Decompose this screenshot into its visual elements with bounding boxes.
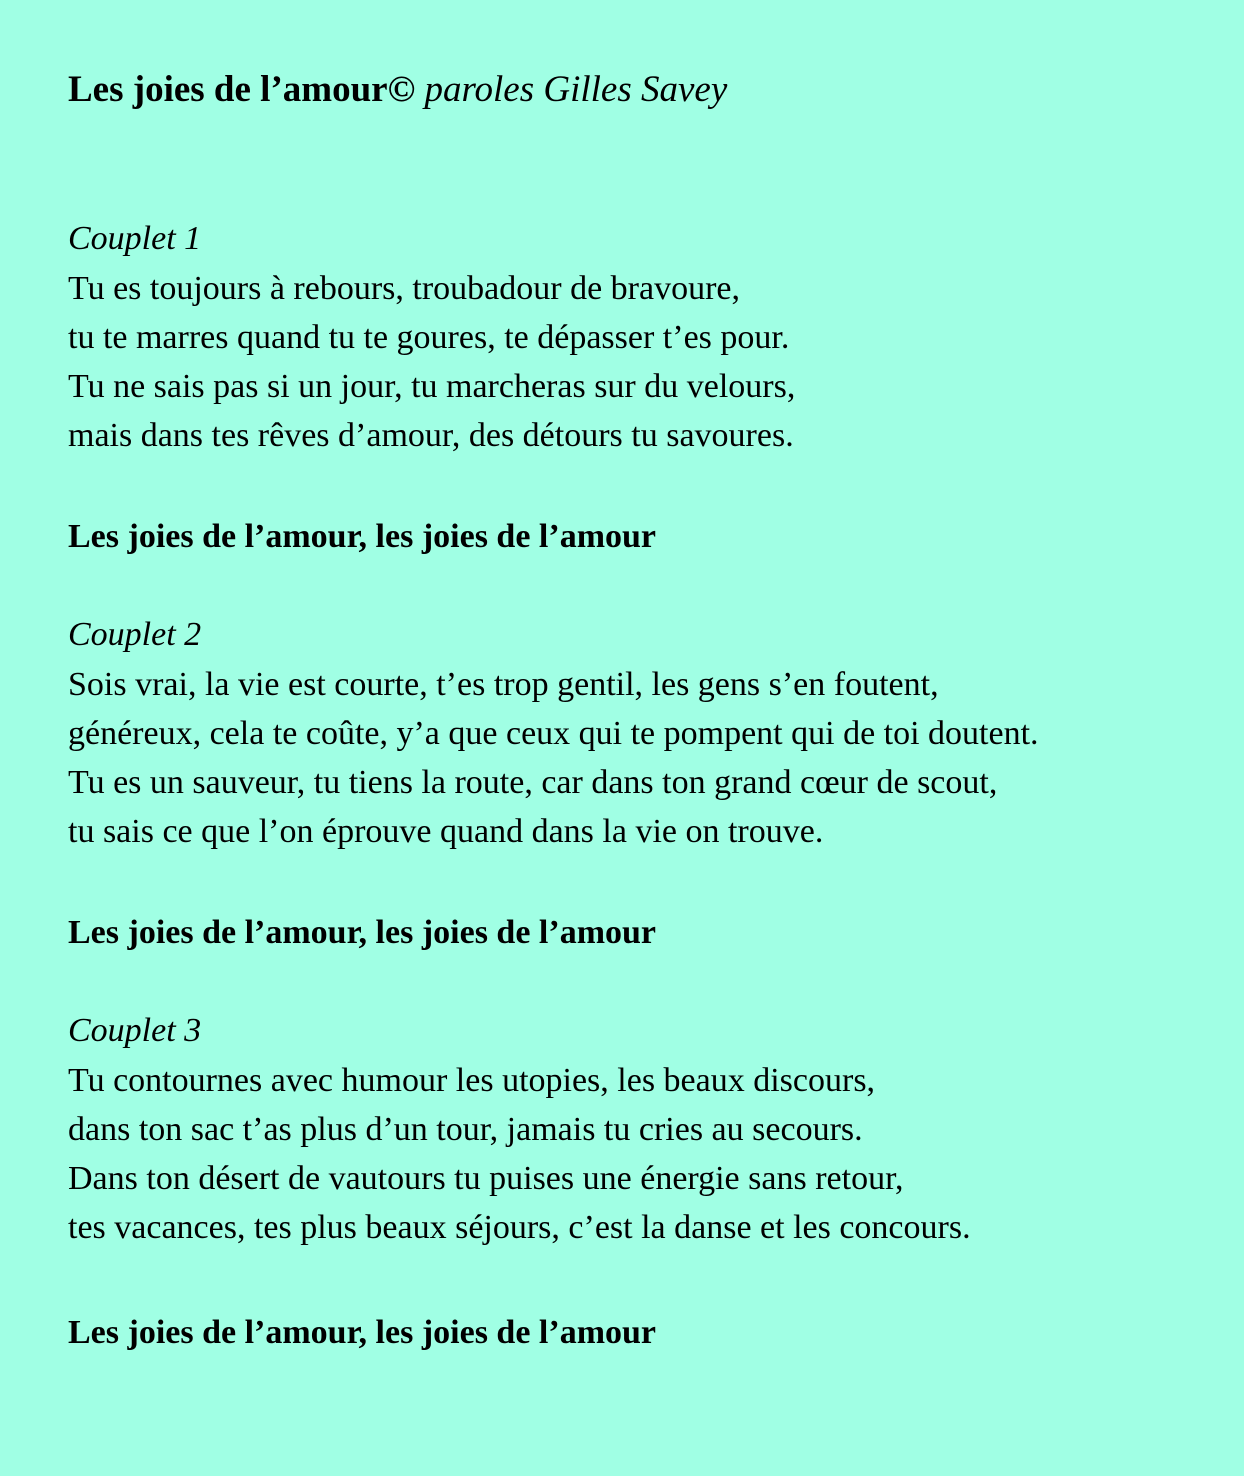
lyrics-page [68,64,1228,1351]
verse-line: Tu es toujours à rebours, troubadour de bravoure, [68,270,740,307]
verse-line: généreux, cela te coûte, y’a que ceux qui te pompent qui de toi doutent. [68,715,1039,752]
refrain-line: Les joies de l’amour, les joies de l’amour [68,914,657,951]
verse-label: Couplet 3 [68,1012,202,1049]
song-title-main: Les joies de l’amour© [68,69,416,110]
verse-line: Tu contournes avec humour les utopies, les beaux discours, [68,1062,876,1099]
song-credit: paroles Gilles Savey [424,69,728,110]
verse-2 [68,610,1039,856]
verse-1 [68,214,795,460]
verse-3 [68,1006,971,1252]
verse-line: tes vacances, tes plus beaux séjours, c’est la danse et les concours. [68,1209,971,1246]
verse-label: Couplet 1 [68,220,202,257]
refrain-3 [68,1308,656,1358]
verse-line: tu te marres quand tu te goures, te dépasser t’es pour. [68,319,790,356]
refrain-2 [68,908,656,958]
verse-label: Couplet 2 [68,616,202,653]
refrain-1 [68,512,656,562]
verse-line: dans ton sac t’as plus d’un tour, jamais tu cries au secours. [68,1111,863,1148]
refrain-line: Les joies de l’amour, les joies de l’amour [68,1314,657,1351]
verse-line: Dans ton désert de vautours tu puises une énergie sans retour, [68,1160,904,1197]
verse-line: mais dans tes rêves d’amour, des détours tu savoures. [68,417,794,454]
song-title [68,64,1228,116]
verse-line: Sois vrai, la vie est courte, t’es trop gentil, les gens s’en foutent, [68,666,939,703]
verse-line: tu sais ce que l’on éprouve quand dans la vie on trouve. [68,813,824,850]
verse-line: Tu ne sais pas si un jour, tu marcheras sur du velours, [68,368,796,405]
verse-line: Tu es un sauveur, tu tiens la route, car dans ton grand cœur de scout, [68,764,998,801]
refrain-line: Les joies de l’amour, les joies de l’amour [68,518,657,555]
